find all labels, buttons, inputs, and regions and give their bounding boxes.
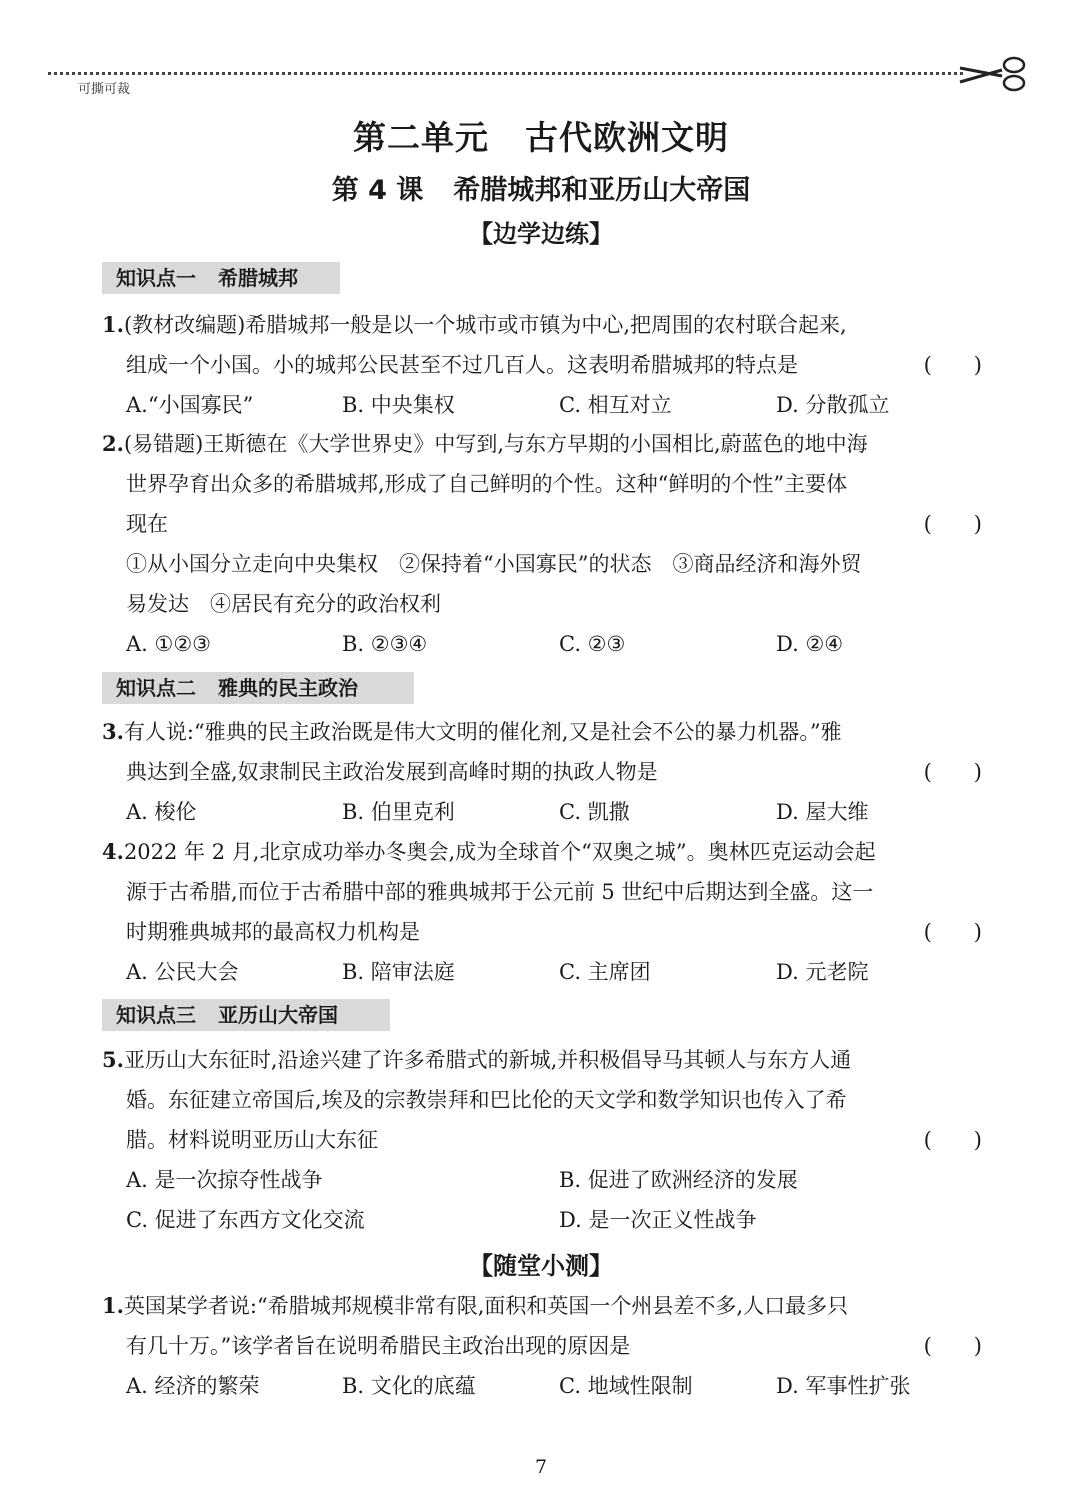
page-number: 7 xyxy=(534,1456,548,1478)
question-5: 5.亚历山大东征时,沿途兴建了许多希腊式的新城,并积极倡导马其顿人与东方人通 婚。东征建立帝国后,埃及的宗教崇拜和巴比伦的天文学和数学知识也传入了希 腊。材料说明亚历山大东征 ( ) xyxy=(102,1047,982,1152)
option: A.“小国寡民” xyxy=(126,393,254,417)
option: D. ②④ xyxy=(776,632,844,656)
section-title-practice: 【边学边练】 xyxy=(469,220,613,248)
question-3: 3.有人说:“雅典的民主政治既是伟大文明的催化剂,又是社会不公的暴力机器。”雅 典达到全盛,奴隶制民主政治发展到高峰时期的执政人物是 ( ) xyxy=(102,719,982,784)
option: A. ①②③ xyxy=(126,632,211,656)
option: A. 经济的繁荣 xyxy=(126,1374,260,1398)
option: D. 屋大维 xyxy=(776,800,869,824)
question-4: 4.2022 年 2 月,北京成功举办冬奥会,成为全球首个“双奥之城”。奥林匹克运动会起 源于古希腊,而位于古希腊中部的雅典城邦于公元前 5 世纪中后期达到全盛。这一 时期雅典城邦的最高权力机构是 ( ) xyxy=(102,839,982,944)
option: C. 主席团 xyxy=(559,960,651,984)
question-2: 2.(易错题)王斯德在《大学世界史》中写到,与东方早期的小国相比,蔚蓝色的地中海 世界孕育出众多的希腊城邦,形成了自己鲜明的个性。这种“鲜明的个性”主要体 现在 ( ) ①从小国分立走向中央集权 ②保持着“小国寡民”的状态 ③商品经济和海外贸 易发达 ④居民有充分的政治权利 xyxy=(102,431,982,616)
option: B. 中央集权 xyxy=(342,393,455,417)
option: B. ②③④ xyxy=(342,632,428,656)
option: A. 公民大会 xyxy=(126,960,239,984)
option: D. 是一次正义性战争 xyxy=(559,1208,757,1232)
option: C. 促进了东西方文化交流 xyxy=(126,1208,365,1232)
option: C. ②③ xyxy=(559,632,626,656)
knowledge-point-heading: 知识点三 亚历山大帝国 xyxy=(102,999,390,1031)
section-title-quiz: 【随堂小测】 xyxy=(469,1252,613,1280)
option: C. 凯撒 xyxy=(559,800,630,824)
cut-line xyxy=(48,72,963,75)
knowledge-point-heading: 知识点二 雅典的民主政治 xyxy=(102,672,414,704)
option: B. 文化的底蕴 xyxy=(342,1374,476,1398)
option: B. 陪审法庭 xyxy=(342,960,455,984)
option: A. 是一次掠夺性战争 xyxy=(126,1168,323,1192)
option: C. 相互对立 xyxy=(559,393,672,417)
quiz-question-1: 1.英国某学者说:“希腊城邦规模非常有限,面积和英国一个州县差不多,人口最多只 有几十万。”该学者旨在说明希腊民主政治出现的原因是 ( ) xyxy=(102,1293,982,1358)
option: D. 分散孤立 xyxy=(776,393,890,417)
option: B. 伯里克利 xyxy=(342,800,455,824)
question-1: 1.(教材改编题)希腊城邦一般是以一个城市或市镇为中心,把周围的农村联合起来, 组成一个小国。小的城邦公民甚至不过几百人。这表明希腊城邦的特点是 ( ) xyxy=(102,312,982,377)
option: C. 地域性限制 xyxy=(559,1374,693,1398)
option: D. 军事性扩张 xyxy=(776,1374,911,1398)
scissors-icon xyxy=(958,56,1028,92)
cut-note: 可撕可裁 xyxy=(78,82,131,97)
lesson-title: 第 4 课 希腊城邦和亚历山大帝国 xyxy=(331,175,751,206)
option: B. 促进了欧洲经济的发展 xyxy=(559,1168,798,1192)
option: A. 梭伦 xyxy=(126,800,197,824)
option: D. 元老院 xyxy=(776,960,869,984)
unit-title: 第二单元 古代欧洲文明 xyxy=(353,118,729,157)
knowledge-point-heading: 知识点一 希腊城邦 xyxy=(102,262,340,294)
